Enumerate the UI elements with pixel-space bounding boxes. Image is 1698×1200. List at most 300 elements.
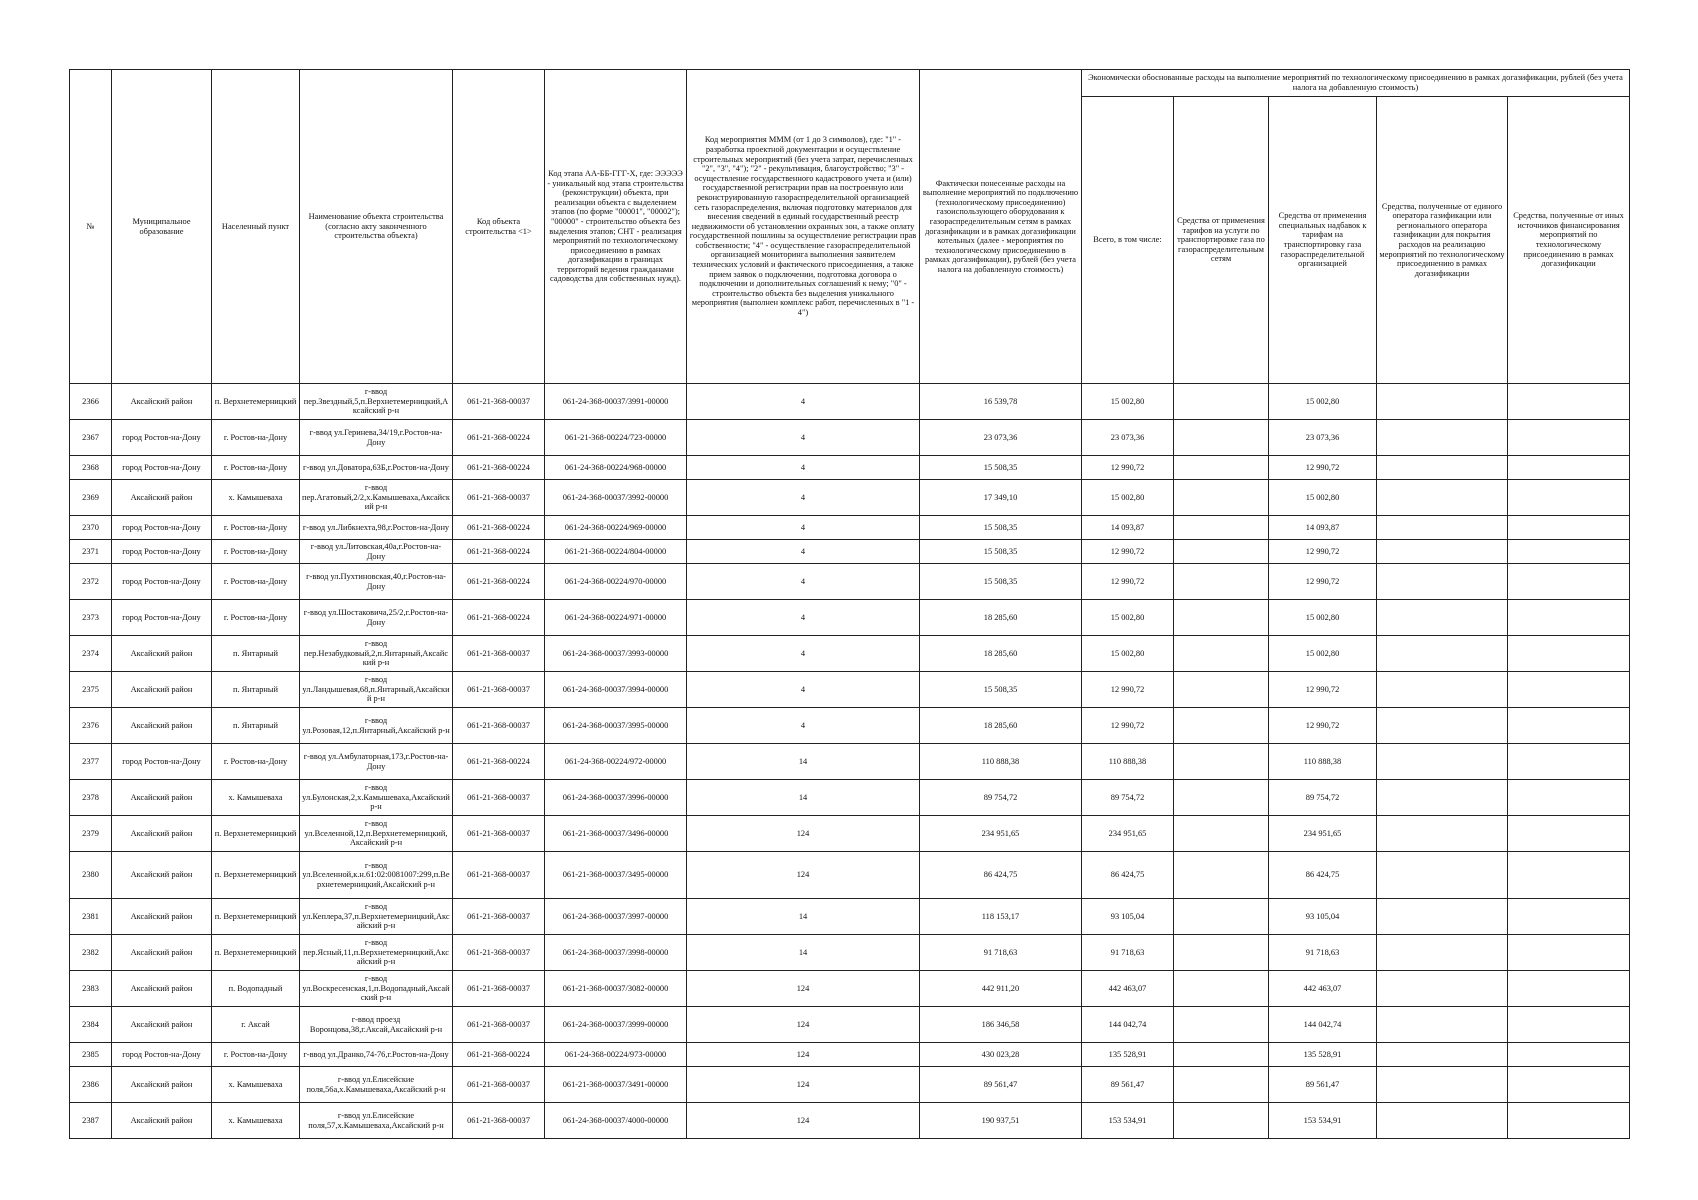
event-code-cell: 124 (687, 816, 920, 852)
object-name-cell: г-ввод пер.Ясный,11,п.Верхнетемерницкий,Аксайский р-н (300, 935, 453, 971)
object-name-cell: г-ввод ул.Дранко,74-76,г.Ростов-на-Дону (300, 1043, 453, 1067)
surcharge-funds-cell: 234 951,65 (1269, 816, 1377, 852)
event-code-cell: 124 (687, 1007, 920, 1043)
other-funds-cell (1508, 636, 1630, 672)
table-row (70, 1007, 1630, 1043)
settlement-cell: п. Верхнетемерницкий (212, 935, 300, 971)
other-funds-cell (1508, 1043, 1630, 1067)
other-funds-cell (1508, 564, 1630, 600)
object-code-cell: 061-21-368-00224 (453, 516, 545, 540)
table-row (70, 456, 1630, 480)
actual-costs-cell: 89 561,47 (920, 1067, 1082, 1103)
row-num-cell: 2385 (70, 1043, 112, 1067)
operator-funds-cell (1377, 852, 1508, 899)
surcharge-funds-cell: 12 990,72 (1269, 456, 1377, 480)
object-code-cell: 061-21-368-00037 (453, 384, 545, 420)
operator-funds-cell (1377, 780, 1508, 816)
actual-costs-cell: 17 349,10 (920, 480, 1082, 516)
municipality-cell: город Ростов-на-Дону (112, 564, 212, 600)
table-row (70, 516, 1630, 540)
table-row (70, 600, 1630, 636)
stage-code-cell: 061-21-368-00037/3082-00000 (545, 971, 687, 1007)
actual-costs-cell: 89 754,72 (920, 780, 1082, 816)
table-row (70, 852, 1630, 899)
object-name-cell: г-ввод ул.Воскресенская,1,п.Водопадный,Аксайский р-н (300, 971, 453, 1007)
tariff-funds-cell (1174, 816, 1269, 852)
row-num-cell: 2372 (70, 564, 112, 600)
object-name-cell: г-ввод пер.Звездный,5,п.Верхнетемерницкий,Аксайский р-н (300, 384, 453, 420)
other-funds-cell (1508, 971, 1630, 1007)
total-cell: 23 073,36 (1082, 420, 1174, 456)
row-num-cell: 2371 (70, 540, 112, 564)
row-num-cell: 2378 (70, 780, 112, 816)
object-code-cell: 061-21-368-00037 (453, 1103, 545, 1139)
actual-costs-cell: 15 508,35 (920, 672, 1082, 708)
actual-costs-cell: 110 888,38 (920, 744, 1082, 780)
total-cell: 12 990,72 (1082, 672, 1174, 708)
actual-costs-cell: 15 508,35 (920, 564, 1082, 600)
surcharge-funds-cell: 12 990,72 (1269, 540, 1377, 564)
header-object-name: Наименование объекта строительства (согласно акту законченного строительства объекта) (300, 70, 453, 384)
table-row (70, 1103, 1630, 1139)
cost-report-table (69, 69, 1630, 1139)
total-cell: 89 754,72 (1082, 780, 1174, 816)
stage-code-cell: 061-21-368-00224/804-00000 (545, 540, 687, 564)
tariff-funds-cell (1174, 456, 1269, 480)
municipality-cell: город Ростов-на-Дону (112, 1043, 212, 1067)
object-name-cell: г-ввод ул.Елисейские поля,56а,х.Камышеваха,Аксайский р-н (300, 1067, 453, 1103)
header-actual-costs: Фактически понесенные расходы на выполнение мероприятий по подключению (технологическому присоединению) газоиспользующего оборудования к газораспределительным сетям в рамках догазификации и в рамках догазификации котельных (далее - мероприятия по технологическому присоединению в рамках догазификации), рублей (без учета налога на добавленную стоимость) (920, 70, 1082, 384)
object-code-cell: 061-21-368-00224 (453, 420, 545, 456)
actual-costs-cell: 186 346,58 (920, 1007, 1082, 1043)
other-funds-cell (1508, 540, 1630, 564)
object-name-cell: г-ввод ул.Елисейские поля,57,х.Камышеваха,Аксайский р-н (300, 1103, 453, 1139)
object-code-cell: 061-21-368-00224 (453, 744, 545, 780)
stage-code-cell: 061-24-368-00037/3991-00000 (545, 384, 687, 420)
other-funds-cell (1508, 744, 1630, 780)
object-name-cell: г-ввод ул.Ландышевая,68,п.Янтарный,Аксайский р-н (300, 672, 453, 708)
tariff-funds-cell (1174, 1067, 1269, 1103)
header-justified-costs-group: Экономически обоснованные расходы на выполнение мероприятий по технологическому присоединению в рамках догазификации, рублей (без учета налога на добавленную стоимость) (1082, 70, 1630, 97)
other-funds-cell (1508, 816, 1630, 852)
operator-funds-cell (1377, 384, 1508, 420)
settlement-cell: х. Камышеваха (212, 480, 300, 516)
event-code-cell: 4 (687, 564, 920, 600)
object-name-cell: г-ввод ул.Розовая,12,п.Янтарный,Аксайский р-н (300, 708, 453, 744)
operator-funds-cell (1377, 1103, 1508, 1139)
settlement-cell: г. Ростов-на-Дону (212, 564, 300, 600)
surcharge-funds-cell: 15 002,80 (1269, 600, 1377, 636)
operator-funds-cell (1377, 816, 1508, 852)
municipality-cell: Аксайский район (112, 780, 212, 816)
tariff-funds-cell (1174, 480, 1269, 516)
operator-funds-cell (1377, 672, 1508, 708)
settlement-cell: п. Верхнетемерницкий (212, 816, 300, 852)
event-code-cell: 4 (687, 672, 920, 708)
total-cell: 89 561,47 (1082, 1067, 1174, 1103)
settlement-cell: п. Верхнетемерницкий (212, 852, 300, 899)
header-num: № (70, 70, 112, 384)
municipality-cell: Аксайский район (112, 935, 212, 971)
other-funds-cell (1508, 384, 1630, 420)
surcharge-funds-cell: 12 990,72 (1269, 564, 1377, 600)
other-funds-cell (1508, 600, 1630, 636)
municipality-cell: Аксайский район (112, 708, 212, 744)
table-row (70, 816, 1630, 852)
row-num-cell: 2384 (70, 1007, 112, 1043)
row-num-cell: 2369 (70, 480, 112, 516)
row-num-cell: 2380 (70, 852, 112, 899)
operator-funds-cell (1377, 935, 1508, 971)
tariff-funds-cell (1174, 420, 1269, 456)
surcharge-funds-cell: 12 990,72 (1269, 708, 1377, 744)
total-cell: 93 105,04 (1082, 899, 1174, 935)
header-settlement: Населенный пункт (212, 70, 300, 384)
table-row (70, 1067, 1630, 1103)
stage-code-cell: 061-24-368-00224/968-00000 (545, 456, 687, 480)
settlement-cell: г. Ростов-на-Дону (212, 600, 300, 636)
total-cell: 15 002,80 (1082, 600, 1174, 636)
other-funds-cell (1508, 516, 1630, 540)
object-code-cell: 061-21-368-00037 (453, 1067, 545, 1103)
row-num-cell: 2377 (70, 744, 112, 780)
row-num-cell: 2387 (70, 1103, 112, 1139)
tariff-funds-cell (1174, 516, 1269, 540)
total-cell: 12 990,72 (1082, 708, 1174, 744)
actual-costs-cell: 23 073,36 (920, 420, 1082, 456)
other-funds-cell (1508, 708, 1630, 744)
stage-code-cell: 061-24-368-00037/3995-00000 (545, 708, 687, 744)
row-num-cell: 2367 (70, 420, 112, 456)
total-cell: 135 528,91 (1082, 1043, 1174, 1067)
table-row (70, 384, 1630, 420)
table-row (70, 744, 1630, 780)
surcharge-funds-cell: 442 463,07 (1269, 971, 1377, 1007)
event-code-cell: 4 (687, 384, 920, 420)
municipality-cell: Аксайский район (112, 1067, 212, 1103)
object-code-cell: 061-21-368-00037 (453, 672, 545, 708)
actual-costs-cell: 86 424,75 (920, 852, 1082, 899)
surcharge-funds-cell: 153 534,91 (1269, 1103, 1377, 1139)
surcharge-funds-cell: 89 561,47 (1269, 1067, 1377, 1103)
stage-code-cell: 061-21-368-00037/3496-00000 (545, 816, 687, 852)
header-tariff-funds: Средства от применения тарифов на услуги по транспортировке газа по газораспределительным сетям (1174, 97, 1269, 384)
header-event-code: Код мероприятия МММ (от 1 до 3 символов), где: "1" - разработка проектной документации и осуществление строительных мероприятий (без учета затрат, перечисленных "2", "3", "4"); "2" - рекультивация, благоустройство; "3" - осуществление государственного кадастрового учета и (или) государственной регистрации прав на построенную или реконструированную газораспределительной организацией сеть газораспределения, включая подготовку материалов для внесения сведений в единый государственный реестр недвижимости об установлении охранных зон, а также оплату государственной пошлины за осуществление регистрации прав собственности; "4" - осуществление газораспределительной организацией мониторинга выполнения заявителем технических условий и фактического присоединения, а также прием заявок о подключении, подготовка договора о подключении и дополнительных соглашений к нему; "0" - строительство объекта без выделения уникального мероприятия (выполнен комплекс работ, перечисленных в "1 - 4") (687, 70, 920, 384)
settlement-cell: г. Ростов-на-Дону (212, 1043, 300, 1067)
municipality-cell: город Ростов-на-Дону (112, 456, 212, 480)
tariff-funds-cell (1174, 852, 1269, 899)
settlement-cell: г. Аксай (212, 1007, 300, 1043)
operator-funds-cell (1377, 1067, 1508, 1103)
actual-costs-cell: 430 023,28 (920, 1043, 1082, 1067)
operator-funds-cell (1377, 744, 1508, 780)
stage-code-cell: 061-24-368-00224/971-00000 (545, 600, 687, 636)
object-name-cell: г-ввод ул.Пухтиновская,40,г.Ростов-на-Дону (300, 564, 453, 600)
municipality-cell: Аксайский район (112, 971, 212, 1007)
actual-costs-cell: 118 153,17 (920, 899, 1082, 935)
stage-code-cell: 061-21-368-00224/723-00000 (545, 420, 687, 456)
object-name-cell: г-ввод ул.Вселенной,к.н.61:02:0081007:299,п.Верхнетемерницкий,Аксайский р-н (300, 852, 453, 899)
municipality-cell: город Ростов-на-Дону (112, 600, 212, 636)
object-name-cell: г-ввод пер.Незабудковый,2,п.Янтарный,Аксайский р-н (300, 636, 453, 672)
operator-funds-cell (1377, 899, 1508, 935)
event-code-cell: 4 (687, 456, 920, 480)
municipality-cell: Аксайский район (112, 636, 212, 672)
object-name-cell: г-ввод проезд Воронцова,38,г.Аксай,Аксайский р-н (300, 1007, 453, 1043)
row-num-cell: 2381 (70, 899, 112, 935)
object-code-cell: 061-21-368-00037 (453, 780, 545, 816)
actual-costs-cell: 16 539,78 (920, 384, 1082, 420)
object-code-cell: 061-21-368-00224 (453, 540, 545, 564)
surcharge-funds-cell: 135 528,91 (1269, 1043, 1377, 1067)
stage-code-cell: 061-24-368-00224/970-00000 (545, 564, 687, 600)
header-other-funds: Средства, полученные от иных источников финансирования мероприятий по технологическому присоединению в рамках догазификации (1508, 97, 1630, 384)
surcharge-funds-cell: 89 754,72 (1269, 780, 1377, 816)
operator-funds-cell (1377, 480, 1508, 516)
tariff-funds-cell (1174, 708, 1269, 744)
surcharge-funds-cell: 12 990,72 (1269, 672, 1377, 708)
row-num-cell: 2383 (70, 971, 112, 1007)
row-num-cell: 2373 (70, 600, 112, 636)
other-funds-cell (1508, 1103, 1630, 1139)
total-cell: 15 002,80 (1082, 636, 1174, 672)
settlement-cell: х. Камышеваха (212, 1103, 300, 1139)
operator-funds-cell (1377, 420, 1508, 456)
actual-costs-cell: 18 285,60 (920, 708, 1082, 744)
actual-costs-cell: 15 508,35 (920, 516, 1082, 540)
object-code-cell: 061-21-368-00224 (453, 1043, 545, 1067)
other-funds-cell (1508, 672, 1630, 708)
surcharge-funds-cell: 110 888,38 (1269, 744, 1377, 780)
operator-funds-cell (1377, 708, 1508, 744)
municipality-cell: город Ростов-на-Дону (112, 540, 212, 564)
municipality-cell: Аксайский район (112, 852, 212, 899)
object-code-cell: 061-21-368-00037 (453, 971, 545, 1007)
operator-funds-cell (1377, 636, 1508, 672)
other-funds-cell (1508, 935, 1630, 971)
total-cell: 86 424,75 (1082, 852, 1174, 899)
total-cell: 144 042,74 (1082, 1007, 1174, 1043)
actual-costs-cell: 15 508,35 (920, 540, 1082, 564)
object-name-cell: г-ввод ул.Геринева,34/19,г.Ростов-на-Дону (300, 420, 453, 456)
object-name-cell: г-ввод ул.Булонская,2,х.Камышеваха,Аксайский р-н (300, 780, 453, 816)
object-name-cell: г-ввод ул.Вселенной,12,п.Верхнетемерницкий,Аксайский р-н (300, 816, 453, 852)
operator-funds-cell (1377, 1007, 1508, 1043)
surcharge-funds-cell: 23 073,36 (1269, 420, 1377, 456)
actual-costs-cell: 18 285,60 (920, 600, 1082, 636)
row-num-cell: 2370 (70, 516, 112, 540)
event-code-cell: 4 (687, 540, 920, 564)
tariff-funds-cell (1174, 1043, 1269, 1067)
settlement-cell: п. Верхнетемерницкий (212, 899, 300, 935)
total-cell: 91 718,63 (1082, 935, 1174, 971)
row-num-cell: 2375 (70, 672, 112, 708)
object-name-cell: г-ввод ул.Амбулаторная,173,г.Ростов-на-Дону (300, 744, 453, 780)
operator-funds-cell (1377, 540, 1508, 564)
object-name-cell: г-ввод ул.Доватора,63Б,г.Ростов-на-Дону (300, 456, 453, 480)
tariff-funds-cell (1174, 636, 1269, 672)
event-code-cell: 4 (687, 636, 920, 672)
table-row (70, 672, 1630, 708)
row-num-cell: 2374 (70, 636, 112, 672)
tariff-funds-cell (1174, 564, 1269, 600)
settlement-cell: г. Ростов-на-Дону (212, 744, 300, 780)
settlement-cell: п. Янтарный (212, 672, 300, 708)
event-code-cell: 14 (687, 899, 920, 935)
object-code-cell: 061-21-368-00037 (453, 935, 545, 971)
object-code-cell: 061-21-368-00037 (453, 636, 545, 672)
table-row (70, 420, 1630, 456)
event-code-cell: 14 (687, 744, 920, 780)
operator-funds-cell (1377, 1043, 1508, 1067)
table-row (70, 1043, 1630, 1067)
stage-code-cell: 061-21-368-00037/3491-00000 (545, 1067, 687, 1103)
settlement-cell: п. Янтарный (212, 708, 300, 744)
row-num-cell: 2368 (70, 456, 112, 480)
row-num-cell: 2366 (70, 384, 112, 420)
table-row (70, 540, 1630, 564)
event-code-cell: 124 (687, 1103, 920, 1139)
tariff-funds-cell (1174, 935, 1269, 971)
total-cell: 234 951,65 (1082, 816, 1174, 852)
actual-costs-cell: 190 937,51 (920, 1103, 1082, 1139)
total-cell: 442 463,07 (1082, 971, 1174, 1007)
object-code-cell: 061-21-368-00224 (453, 456, 545, 480)
stage-code-cell: 061-24-368-00037/3999-00000 (545, 1007, 687, 1043)
settlement-cell: п. Водопадный (212, 971, 300, 1007)
row-num-cell: 2386 (70, 1067, 112, 1103)
event-code-cell: 4 (687, 420, 920, 456)
tariff-funds-cell (1174, 744, 1269, 780)
object-name-cell: г-ввод ул.Либкнехта,98,г.Ростов-на-Дону (300, 516, 453, 540)
tariff-funds-cell (1174, 672, 1269, 708)
total-cell: 110 888,38 (1082, 744, 1174, 780)
event-code-cell: 124 (687, 852, 920, 899)
row-num-cell: 2382 (70, 935, 112, 971)
tariff-funds-cell (1174, 971, 1269, 1007)
object-name-cell: г-ввод ул.Кеплера,37,п.Верхнетемерницкий,Аксайский р-н (300, 899, 453, 935)
event-code-cell: 4 (687, 708, 920, 744)
object-code-cell: 061-21-368-00224 (453, 564, 545, 600)
surcharge-funds-cell: 15 002,80 (1269, 480, 1377, 516)
stage-code-cell: 061-24-368-00224/973-00000 (545, 1043, 687, 1067)
table-row (70, 935, 1630, 971)
stage-code-cell: 061-24-368-00037/4000-00000 (545, 1103, 687, 1139)
tariff-funds-cell (1174, 1103, 1269, 1139)
operator-funds-cell (1377, 516, 1508, 540)
other-funds-cell (1508, 420, 1630, 456)
header-operator-funds: Средства, полученные от единого оператора газификации или регионального оператора газификации для покрытия расходов на реализацию мероприятий по технологическому присоединению в рамках догазификации (1377, 97, 1508, 384)
settlement-cell: г. Ростов-на-Дону (212, 516, 300, 540)
stage-code-cell: 061-21-368-00037/3495-00000 (545, 852, 687, 899)
total-cell: 15 002,80 (1082, 384, 1174, 420)
tariff-funds-cell (1174, 780, 1269, 816)
object-code-cell: 061-21-368-00037 (453, 816, 545, 852)
table-row (70, 564, 1630, 600)
stage-code-cell: 061-24-368-00037/3993-00000 (545, 636, 687, 672)
municipality-cell: Аксайский район (112, 1103, 212, 1139)
event-code-cell: 124 (687, 971, 920, 1007)
total-cell: 12 990,72 (1082, 564, 1174, 600)
header-municipality: Муниципальное образование (112, 70, 212, 384)
municipality-cell: Аксайский район (112, 1007, 212, 1043)
operator-funds-cell (1377, 456, 1508, 480)
event-code-cell: 4 (687, 600, 920, 636)
row-num-cell: 2376 (70, 708, 112, 744)
actual-costs-cell: 18 285,60 (920, 636, 1082, 672)
table-body (70, 384, 1630, 1139)
tariff-funds-cell (1174, 540, 1269, 564)
other-funds-cell (1508, 1067, 1630, 1103)
settlement-cell: п. Верхнетемерницкий (212, 384, 300, 420)
event-code-cell: 124 (687, 1067, 920, 1103)
other-funds-cell (1508, 899, 1630, 935)
table-header (70, 70, 1630, 384)
surcharge-funds-cell: 15 002,80 (1269, 636, 1377, 672)
header-stage-code: Код этапа АА-ББ-ГГГ-Х, где: ЭЭЭЭЭ - уникальный код этапа строительства (реконструкции) объекта, при реализации объекта с выделением этапов (по форме "00001", "00002"); "00000" - строительство объекта без выделения этапов; СНТ - реализация мероприятий по технологическому присоединению в рамках догазификации в границах территорий ведения гражданами садоводства для собственных нужд). (545, 70, 687, 384)
operator-funds-cell (1377, 600, 1508, 636)
stage-code-cell: 061-24-368-00037/3997-00000 (545, 899, 687, 935)
event-code-cell: 4 (687, 480, 920, 516)
other-funds-cell (1508, 480, 1630, 516)
event-code-cell: 124 (687, 1043, 920, 1067)
table-row (70, 971, 1630, 1007)
municipality-cell: Аксайский район (112, 672, 212, 708)
total-cell: 15 002,80 (1082, 480, 1174, 516)
object-code-cell: 061-21-368-00224 (453, 600, 545, 636)
other-funds-cell (1508, 1007, 1630, 1043)
actual-costs-cell: 91 718,63 (920, 935, 1082, 971)
actual-costs-cell: 234 951,65 (920, 816, 1082, 852)
municipality-cell: город Ростов-на-Дону (112, 516, 212, 540)
municipality-cell: Аксайский район (112, 384, 212, 420)
surcharge-funds-cell: 86 424,75 (1269, 852, 1377, 899)
surcharge-funds-cell: 14 093,87 (1269, 516, 1377, 540)
surcharge-funds-cell: 15 002,80 (1269, 384, 1377, 420)
object-code-cell: 061-21-368-00037 (453, 899, 545, 935)
actual-costs-cell: 442 911,20 (920, 971, 1082, 1007)
municipality-cell: город Ростов-на-Дону (112, 744, 212, 780)
object-code-cell: 061-21-368-00037 (453, 480, 545, 516)
tariff-funds-cell (1174, 899, 1269, 935)
other-funds-cell (1508, 852, 1630, 899)
table-row (70, 708, 1630, 744)
settlement-cell: п. Янтарный (212, 636, 300, 672)
row-num-cell: 2379 (70, 816, 112, 852)
settlement-cell: х. Камышеваха (212, 1067, 300, 1103)
object-name-cell: г-ввод ул.Шостаковича,25/2,г.Ростов-на-Дону (300, 600, 453, 636)
surcharge-funds-cell: 91 718,63 (1269, 935, 1377, 971)
tariff-funds-cell (1174, 600, 1269, 636)
settlement-cell: х. Камышеваха (212, 780, 300, 816)
tariff-funds-cell (1174, 384, 1269, 420)
header-object-code: Код объекта строительства <1> (453, 70, 545, 384)
table-row (70, 636, 1630, 672)
municipality-cell: Аксайский район (112, 480, 212, 516)
event-code-cell: 4 (687, 516, 920, 540)
table-row (70, 780, 1630, 816)
surcharge-funds-cell: 144 042,74 (1269, 1007, 1377, 1043)
table-row (70, 480, 1630, 516)
settlement-cell: г. Ростов-на-Дону (212, 456, 300, 480)
total-cell: 12 990,72 (1082, 540, 1174, 564)
settlement-cell: г. Ростов-на-Дону (212, 540, 300, 564)
stage-code-cell: 061-24-368-00037/3998-00000 (545, 935, 687, 971)
header-total: Всего, в том числе: (1082, 97, 1174, 384)
municipality-cell: Аксайский район (112, 816, 212, 852)
stage-code-cell: 061-24-368-00037/3996-00000 (545, 780, 687, 816)
operator-funds-cell (1377, 971, 1508, 1007)
